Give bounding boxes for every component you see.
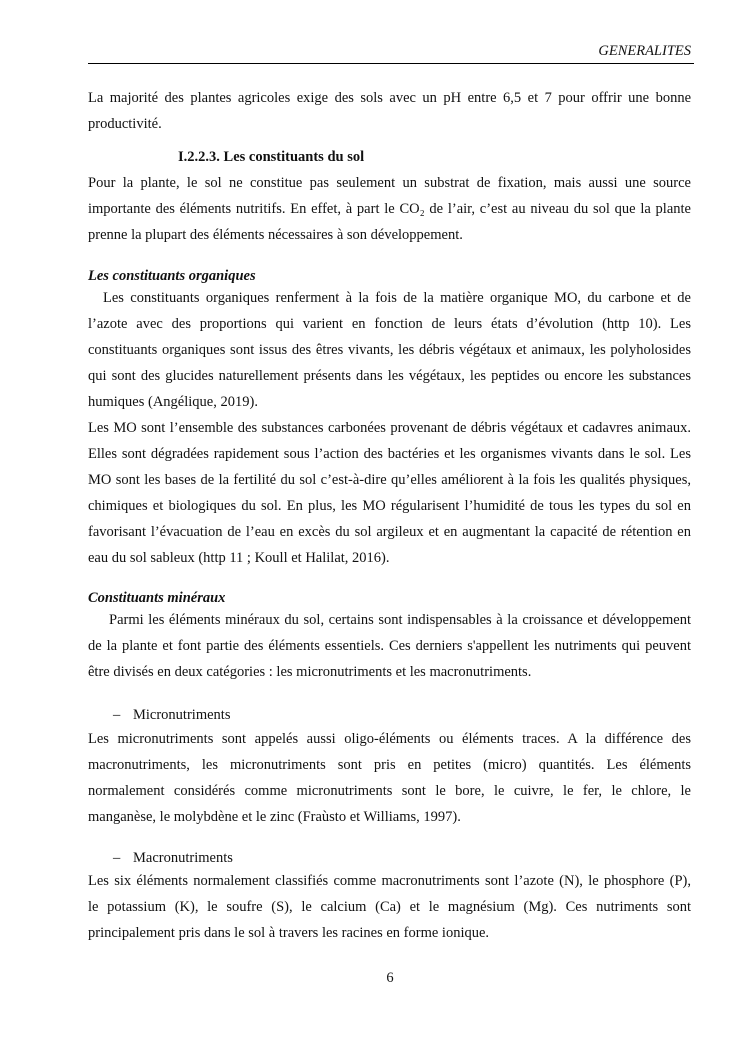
text-line: macronutriments, les micronutriments sont pris en petites (micro) quantités. Les éléments	[88, 757, 691, 773]
text-line: Les constituants organiques renferment à la fois de la matière organique MO, du carbone et de	[103, 290, 691, 306]
text-line: importante des éléments nutritifs. En effet, à part le CO₂ de l’air, c’est au niveau du sol que la plante	[88, 201, 691, 217]
text-line: eau du sol sableux (http 11 ; Koull et Halilat, 2016).	[88, 550, 390, 566]
bullet-label: Micronutriments	[133, 707, 231, 723]
dash-bullet-icon: –	[113, 850, 121, 866]
paragraph-intro	[88, 170, 691, 248]
text-line: manganèse, le molybdène et le zinc (Fraùsto et Williams, 1997).	[88, 809, 461, 825]
section-heading: I.2.2.3. Les constituants du sol	[178, 149, 365, 165]
paragraph-mineral	[88, 607, 691, 685]
running-header: GENERALITES	[598, 43, 691, 59]
text-line: productivité.	[88, 116, 162, 132]
text-line: humiques (Angélique, 2019).	[88, 394, 258, 410]
text-line: être divisés en deux catégories : les micronutriments et les macronutriments.	[88, 664, 532, 680]
paragraph-macronutriments	[88, 868, 691, 946]
subheading-mineral: Constituants minéraux	[88, 590, 226, 606]
text-line: l’azote avec des proportions qui varient en fonction de leurs états d’évolution (http 10). Les	[88, 316, 691, 332]
text-line: La majorité des plantes agricoles exige des sols avec un pH entre 6,5 et 7 pour offrir une bonne	[88, 90, 691, 106]
text-line: constituants organiques sont issus des êtres vivants, les débris végétaux et animaux, les polyholosides	[88, 342, 691, 358]
text-line: qui sont des glucides naturellement présents dans les végétaux, les peptides ou encore les substances	[88, 368, 691, 384]
paragraph-ph	[88, 85, 691, 137]
subheading-organic: Les constituants organiques	[88, 268, 256, 284]
text-line: le potassium (K), le soufre (S), le calcium (Ca) et le magnésium (Mg). Ces nutriments sont	[88, 899, 691, 915]
page-number: 6	[386, 970, 394, 986]
text-line: favorisant l’évacuation de l’eau en excès du sol argileux et en augmentant la capacité de rétention en	[88, 524, 691, 540]
text-line: prenne la plupart des éléments nécessaires à son développement.	[88, 227, 463, 243]
text-line: chimiques et biologiques du sol. En plus, les MO régularisent l’humidité de tous les types du sol en	[88, 498, 691, 514]
paragraph-organic	[88, 285, 691, 571]
text-line: Elles sont dégradées rapidement sous l’action des bactéries et les organismes vivants dans le sol. Les	[88, 446, 691, 462]
bullet-micronutriments	[113, 702, 230, 728]
bullet-label: Macronutriments	[133, 850, 233, 866]
text-line: Les six éléments normalement classifiés comme macronutriments sont l’azote (N), le phosphore (P),	[88, 873, 691, 889]
text-line: principalement pris dans le sol à travers les racines en forme ionique.	[88, 925, 490, 941]
header-rule	[88, 63, 694, 64]
text-line: Parmi les éléments minéraux du sol, certains sont indispensables à la croissance et développement	[109, 612, 691, 628]
text-line: Les micronutriments sont appelés aussi oligo-éléments ou éléments traces. A la différence des	[88, 731, 691, 747]
paragraph-micronutriments	[88, 726, 691, 830]
text-line: de la plante et font partie des éléments essentiels. Ces derniers s'appellent les nutriments qui peuvent	[88, 638, 691, 654]
dash-bullet-icon: –	[113, 707, 121, 723]
text-line: Les MO sont l’ensemble des substances carbonées provenant de débris végétaux et cadavres animaux.	[88, 420, 691, 436]
text-line: Pour la plante, le sol ne constitue pas seulement un substrat de fixation, mais aussi une source	[88, 175, 691, 191]
text-line: normalement considérés comme micronutriments sont le bore, le cuivre, le fer, le chlore, le	[88, 783, 691, 799]
text-line: MO sont les bases de la fertilité du sol c’est-à-dire qu’elles améliorent à la fois les qualités physiques,	[88, 472, 691, 488]
